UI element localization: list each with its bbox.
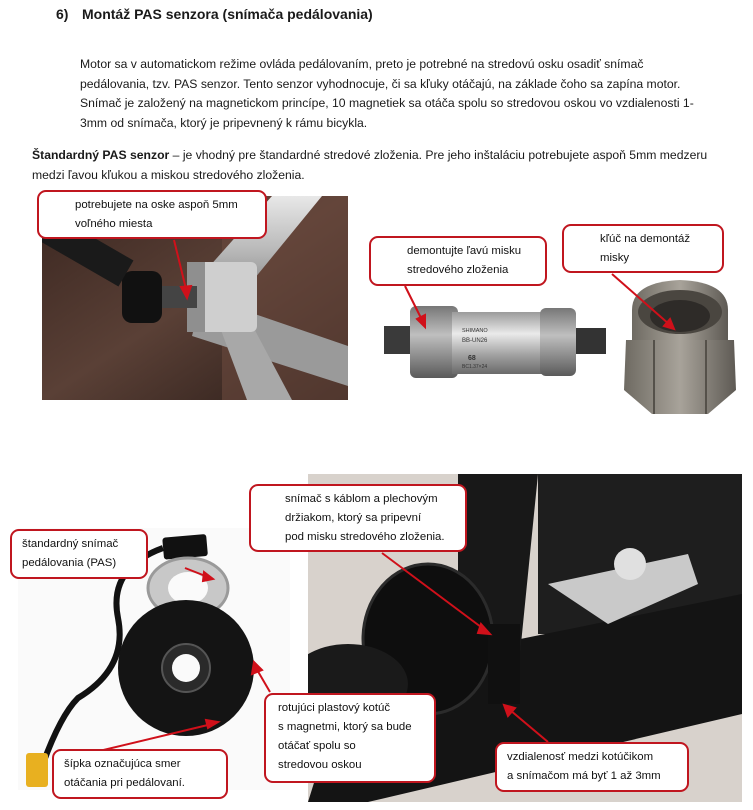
arrow-distance <box>510 710 548 742</box>
callout-axle-space <box>37 190 267 239</box>
callout-line: potrebujete na oske aspoň 5mm <box>75 199 238 211</box>
callout-cup-key <box>562 224 724 273</box>
arrowhead-direction <box>206 720 218 728</box>
intro-line: Snímač je založený na magnetickom princípe, 10 magnetiek sa otáča spolu so stredovou oskou vo vzdialenosti 1- <box>80 96 694 110</box>
arrow-key <box>612 274 670 325</box>
standard-sensor-text-2: medzi ľavou kľukou a miskou stredového zloženia. <box>32 167 305 182</box>
section-number: 6) <box>56 6 69 22</box>
callout-line: kľúč na demontáž <box>600 233 691 245</box>
callout-line: pod misku stredového zloženia. <box>285 531 445 543</box>
callout-line: otáčať spolu so <box>278 740 356 752</box>
callout-standard-sensor <box>10 529 148 579</box>
callout-dismount-cup <box>369 236 547 286</box>
intro-line: Motor sa v automatickom režime ovláda pedálovaním, preto je potrebné na stredovú osku osadiť snímač <box>80 57 644 71</box>
callout-line: šípka označujúca smer <box>64 758 181 770</box>
callout-rotation-arrow <box>52 749 228 799</box>
callout-line: snímač s káblom a plechovým <box>285 493 438 505</box>
callout-line: stredovou oskou <box>278 759 362 771</box>
arrowhead-distance <box>504 705 515 716</box>
intro-line: 3mm od snímača, ktorý je pripevnený k rámu bicykla. <box>80 115 368 130</box>
callout-distance <box>495 742 689 792</box>
callout-line: otáčania pri pedálovaní. <box>64 777 185 789</box>
arrow-dismount <box>405 286 422 320</box>
arrowhead-rotating-disc <box>252 662 262 674</box>
bb-size-text: BC1.37×24 <box>462 364 488 370</box>
callout-line: štandardný snímač <box>22 538 119 550</box>
bb-model-text: BB-UN26 <box>462 338 488 344</box>
arrow-direction <box>95 724 212 752</box>
callout-line: a snímačom má byť 1 až 3mm <box>507 770 661 782</box>
arrowhead-sensor-cable <box>478 624 490 634</box>
section-title: Montáž PAS senzora (snímača pedálovania) <box>82 6 373 22</box>
arrowhead-standard-sensor <box>203 572 213 581</box>
callout-line: stredového zloženia <box>407 264 509 276</box>
arrow-sensor-cable <box>382 553 485 630</box>
callout-line: vzdialenosť medzi kotúčikom <box>507 751 654 763</box>
callout-line: demontujte ľavú misku <box>407 245 522 257</box>
callout-line: misky <box>600 252 630 264</box>
arrowhead-dismount <box>417 315 425 327</box>
bb-number-text: 68 <box>468 355 476 362</box>
standard-sensor-text: – je vhodný pre štandardné stredové zloženia. Pre jeho inštaláciu potrebujete aspoň 5mm medzeru <box>169 148 708 162</box>
callout-line: s magnetmi, ktorý sa bude <box>278 721 412 733</box>
callout-rotating-disc <box>264 693 436 783</box>
arrow-space <box>174 240 186 289</box>
callout-sensor-cable <box>249 484 467 552</box>
standard-sensor-term: Štandardný PAS senzor <box>32 148 170 162</box>
bb-brand-text: SHIMANO <box>462 328 488 334</box>
callout-line: držiakom, ktorý sa pripevní <box>285 512 422 524</box>
arrowhead-space <box>181 286 191 298</box>
callout-line: pedálovania (PAS) <box>22 557 117 569</box>
callout-line: voľného miesta <box>75 218 153 230</box>
intro-line: pedálovania, tzv. PAS senzor. Tento senzor vyhodnocuje, či sa kľuky otáčajú, na základe čoho sa zapína motor. <box>80 76 681 91</box>
callout-line: rotujúci plastový kotúč <box>278 702 391 714</box>
